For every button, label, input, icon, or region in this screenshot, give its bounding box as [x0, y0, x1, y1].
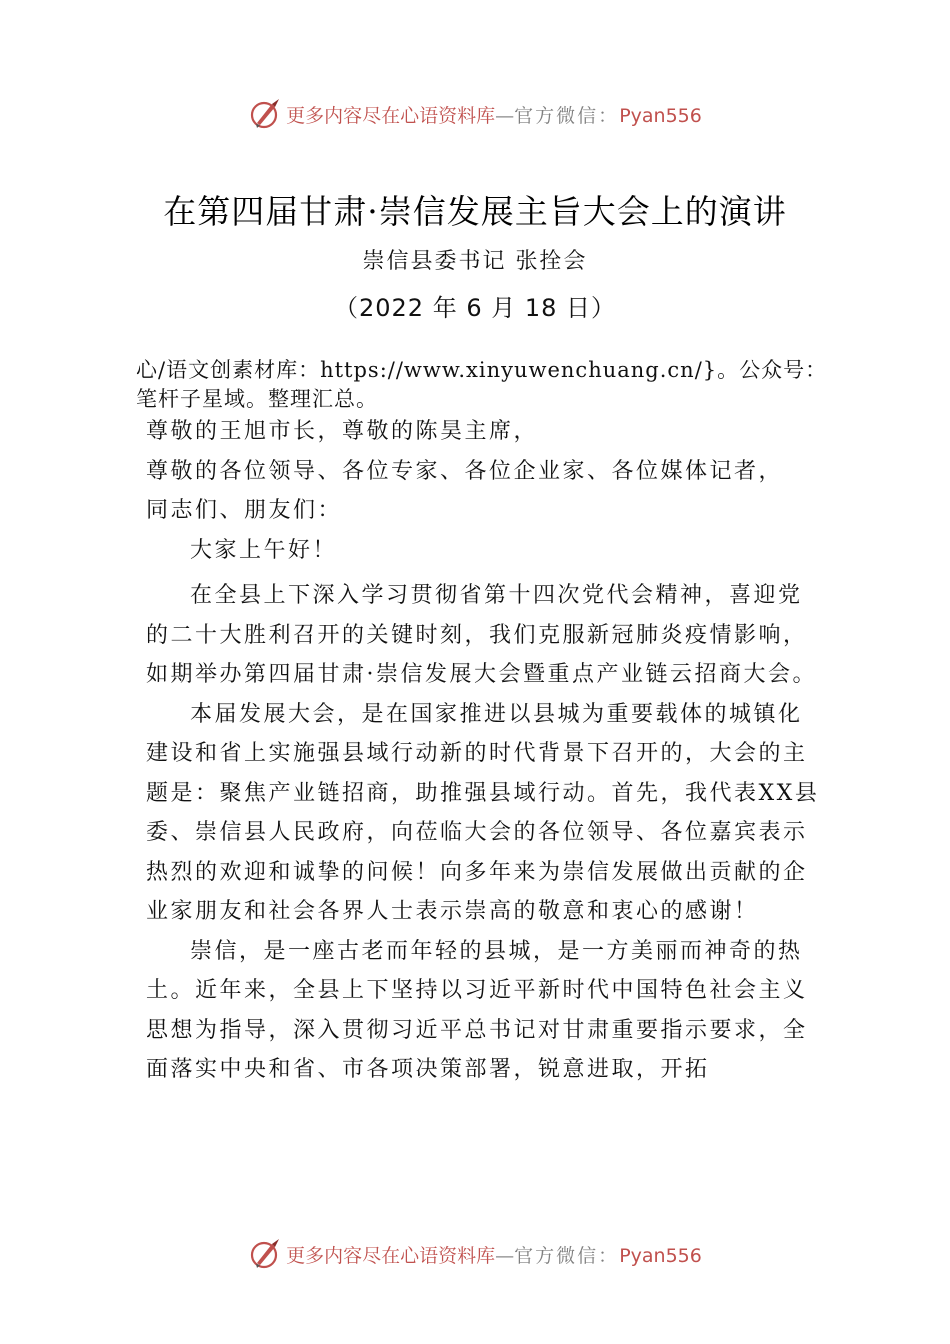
- banner-separator: —: [495, 104, 515, 127]
- banner-main-text: 更多内容尽在心语资料库: [286, 1244, 496, 1267]
- banner-separator: —: [495, 1244, 515, 1267]
- header-banner: [0, 94, 950, 134]
- paragraph: 本届发展大会，是在国家推进以县城为重要载体的城镇化建设和省上实施强县域行动新的时代背景下召开的，大会的主题是：聚焦产业链招商，助推强县域行动。首先，我代表XX县委、崇信县人民政府，向莅临大会的各位领导、各位嘉宾表示热烈的欢迎和诚挚的问候！向多年来为崇信发展做出贡献的企业家朋友和社会各界人士表示崇高的敬意和衷心的感谢！: [146, 701, 820, 924]
- source-note: 心/语文创素材库：https://www.xinyuwenchuang.cn/}。公众号：笔杆子星域。整理汇总。: [136, 358, 828, 411]
- document-title: 在第四届甘肃·崇信发展主旨大会上的演讲: [163, 192, 787, 231]
- speech-body: [146, 412, 826, 1090]
- banner-wechat-id: Pyan556: [619, 1244, 702, 1267]
- banner-wechat-id: Pyan556: [619, 104, 702, 127]
- banner-label: 官方微信：: [514, 104, 620, 127]
- banner-main-text: 更多内容尽在心语资料库: [286, 104, 496, 127]
- document-date: （2022 年 6 月 18 日）: [333, 294, 617, 322]
- paragraph: 大家上午好！: [190, 537, 338, 563]
- footer-banner: [0, 1234, 950, 1274]
- footer-banner-text: [286, 1241, 702, 1268]
- document-author: 崇信县委书记 张拴会: [362, 249, 588, 274]
- banner-label: 官方微信：: [514, 1244, 620, 1267]
- quill-logo-icon: [248, 97, 282, 131]
- header-banner-text: [286, 101, 702, 128]
- salutation-line: 尊敬的各位领导、各位专家、各位企业家、各位媒体记者，: [146, 458, 784, 484]
- salutation-line: 尊敬的王旭市长，尊敬的陈昊主席，: [146, 419, 539, 444]
- paragraph: 在全县上下深入学习贯彻省第十四次党代会精神，喜迎党的二十大胜利召开的关键时刻，我们克服新冠肺炎疫情影响，如期举办第四届甘肃·崇信发展大会暨重点产业链云招商大会。: [146, 583, 817, 687]
- paragraph: 崇信，是一座古老而年轻的县城，是一方美丽而神奇的热土。近年来，全县上下坚持以习近平新时代中国特色社会主义思想为指导，深入贯彻习近平总书记对甘肃重要指示要求，全面落实中央和省、市各项决策部署，锐意进取，开拓: [146, 938, 808, 1082]
- quill-logo-icon: [248, 1237, 282, 1271]
- salutation-line: 同志们、朋友们：: [146, 498, 343, 523]
